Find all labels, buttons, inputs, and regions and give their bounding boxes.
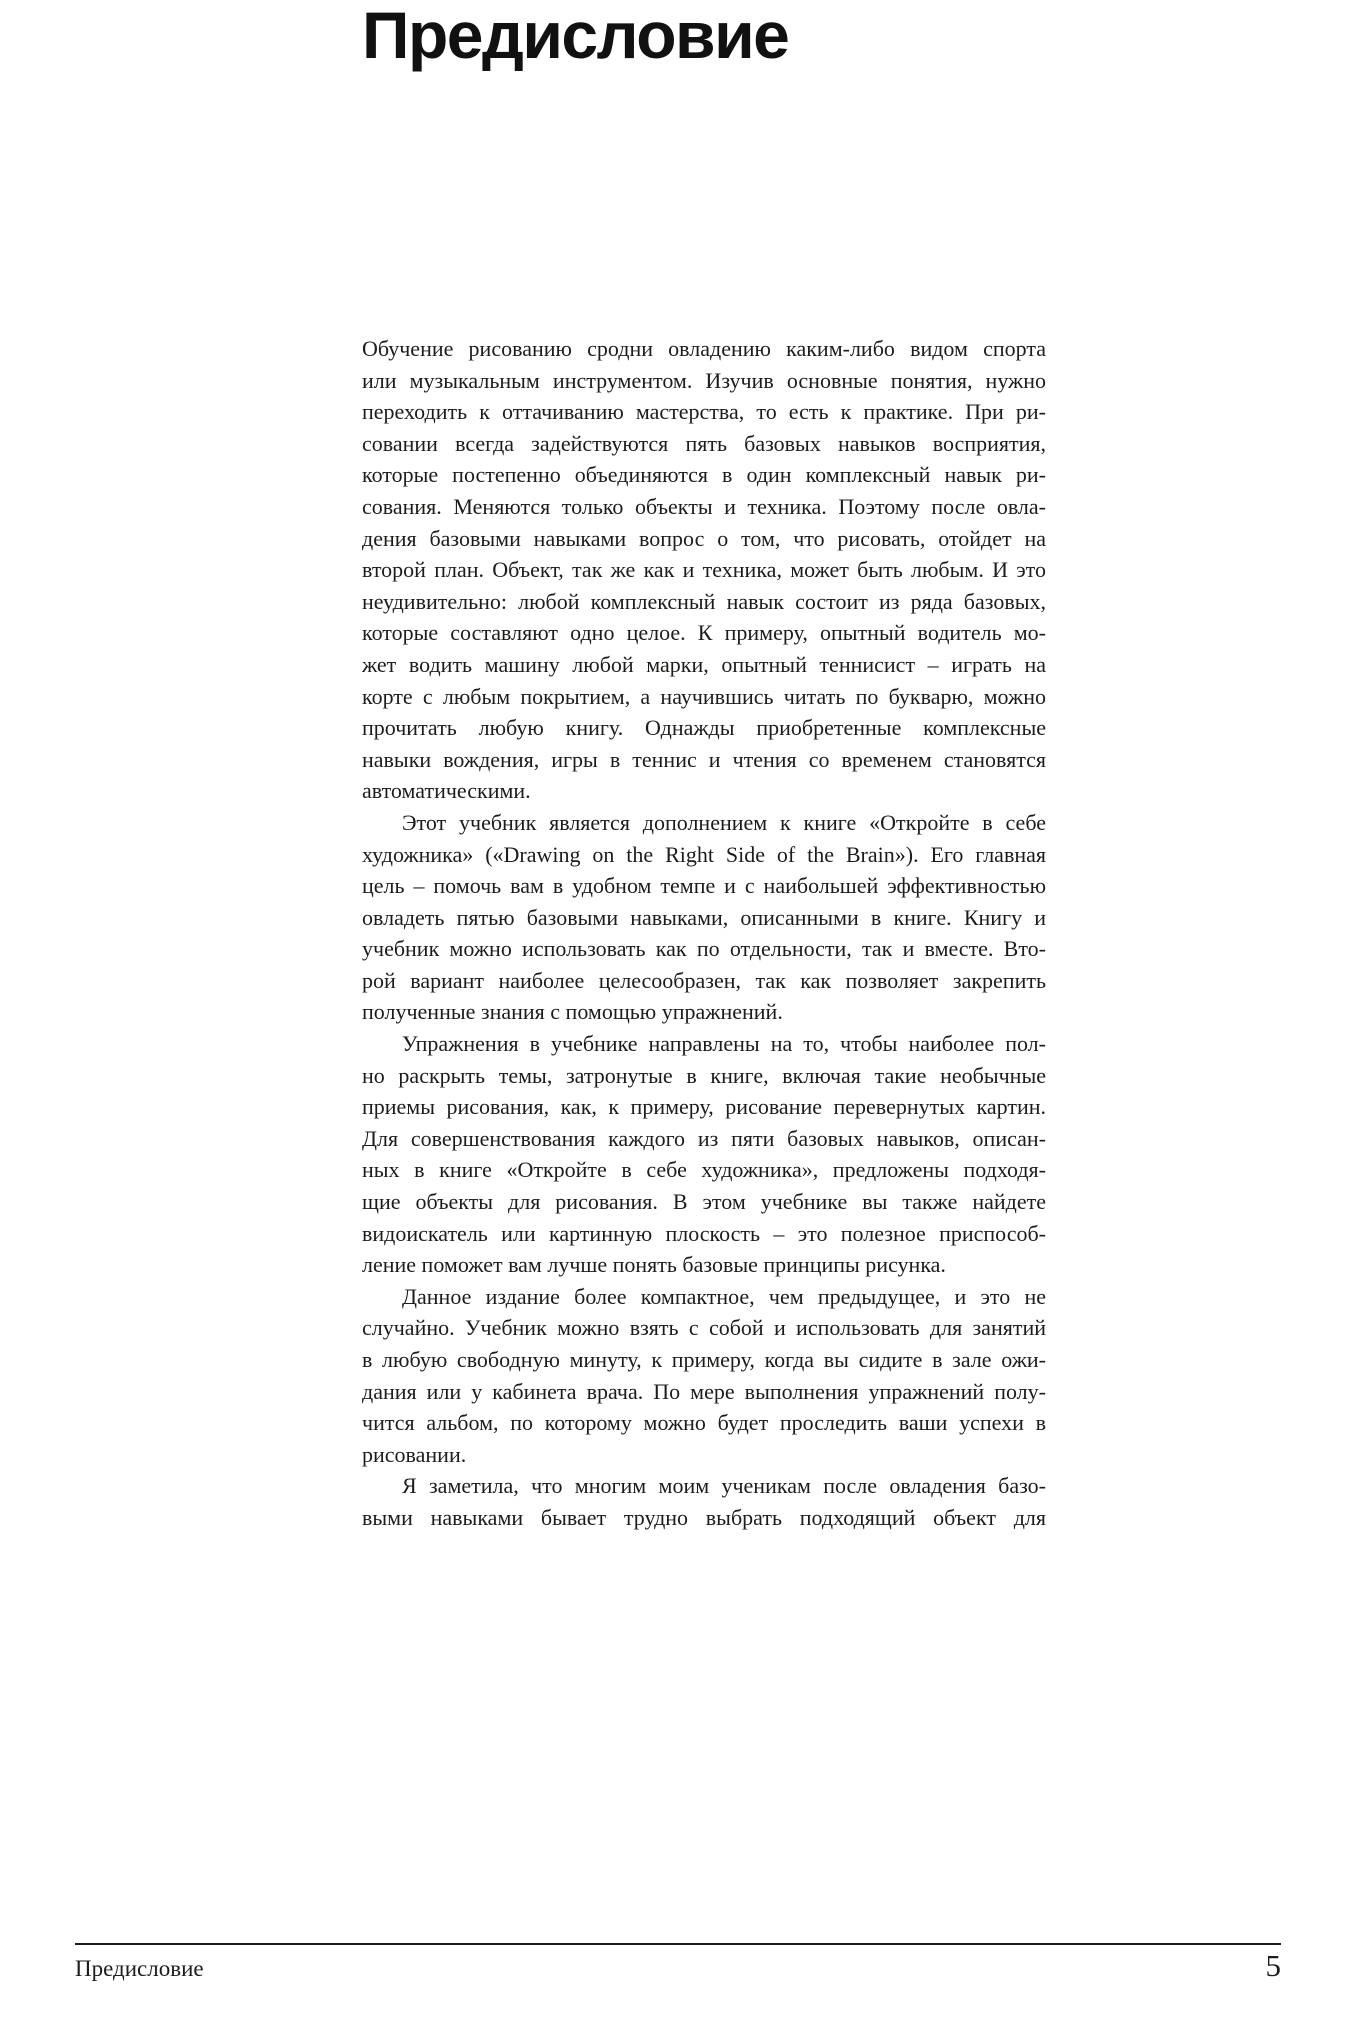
text-line: ление поможет вам лучше понять базовые принципы рисунка.: [362, 1252, 946, 1278]
text-line: случайно. Учебник можно взять с собой и использовать для занятий: [362, 1315, 1046, 1341]
text-line: Данное издание более компактное, чем предыдущее, и это не: [402, 1283, 1046, 1309]
text-line: которые постепенно объединяются в один комплексный навык ри-: [362, 462, 1046, 488]
text-line: видоискатель или картинную плоскость – это полезное приспособ-: [362, 1220, 1046, 1246]
text-line: или музыкальным инструментом. Изучив основные понятия, нужно: [362, 367, 1046, 393]
paragraph: [362, 333, 1046, 807]
text-line: полученные знания с помощью упражнений.: [362, 999, 783, 1025]
text-line: художника» («Drawing on the Right Side of the Brain»). Его главная: [362, 841, 1046, 867]
body-text: [362, 333, 1046, 1534]
text-line: навыки вождения, игры в теннис и чтения со временем становятся: [362, 746, 1046, 772]
text-line: второй план. Объект, так же как и техника, может быть любым. И это: [362, 557, 1046, 583]
text-line: автоматическими.: [362, 778, 531, 804]
paragraph: [362, 1470, 1046, 1533]
paragraph: [362, 1281, 1046, 1471]
text-line: в любую свободную минуту, к примеру, когда вы сидите в зале ожи-: [362, 1347, 1046, 1372]
page-title: Предисловие: [362, 0, 789, 72]
text-line: цель – помочь вам в удобном темпе и с наибольшей эффективностью: [362, 873, 1046, 899]
text-line: Упражнения в учебнике направлены на то, чтобы наиболее пол-: [402, 1031, 1046, 1057]
page-number: 5: [1265, 1948, 1281, 1983]
text-line: совании всегда задействуются пять базовых навыков восприятия,: [362, 430, 1046, 456]
text-line: прочитать любую книгу. Однажды приобретенные комплексные: [362, 715, 1046, 741]
text-line: рисовании.: [362, 1441, 467, 1467]
footer-rule: [75, 1943, 1281, 1945]
text-line: овладеть пятью базовыми навыками, описанными в книге. Книгу и: [362, 904, 1046, 930]
text-line: которые составляют одно целое. К примеру, опытный водитель мо-: [362, 620, 1046, 646]
text-line: но раскрыть темы, затронутые в книге, включая такие необычные: [362, 1062, 1046, 1088]
paragraph: [362, 1028, 1046, 1281]
text-line: жет водить машину любой марки, опытный теннисист – играть на: [362, 651, 1046, 677]
text-line: приемы рисования, как, к примеру, рисование перевернутых картин.: [362, 1094, 1046, 1120]
text-line: корте с любым покрытием, а научившись читать по букварю, можно: [362, 683, 1046, 709]
footer-section-label: Предисловие: [75, 1956, 204, 1981]
text-line: сования. Меняются только объекты и техника. Поэтому после овла-: [362, 493, 1046, 519]
text-line: рой вариант наиболее целесообразен, так как позволяет закрепить: [362, 967, 1046, 993]
text-line: дения базовыми навыками вопрос о том, что рисовать, отойдет на: [362, 525, 1046, 551]
text-line: неудивительно: любой комплексный навык состоит из ряда базовых,: [362, 588, 1046, 614]
text-line: выми навыками бывает трудно выбрать подходящий объект для: [362, 1504, 1046, 1530]
text-line: ных в книге «Откройте в себе художника», предложены подходя-: [362, 1157, 1046, 1183]
text-line: Этот учебник является дополнением к книге «Откройте в себе: [402, 809, 1046, 835]
text-line: щие объекты для рисования. В этом учебнике вы также найдете: [362, 1189, 1046, 1215]
text-line: Я заметила, что многим моим ученикам после овладения базо-: [402, 1473, 1046, 1499]
text-line: чится альбом, по которому можно будет проследить ваши успехи в: [362, 1410, 1046, 1436]
text-line: переходить к оттачиванию мастерства, то есть к практике. При ри-: [362, 399, 1046, 425]
text-line: Для совершенствования каждого из пяти базовых навыков, описан-: [362, 1125, 1046, 1151]
text-line: Обучение рисованию сродни овладению каким-либо видом спорта: [362, 336, 1046, 361]
paragraph: [362, 807, 1046, 1028]
text-line: учебник можно использовать как по отдельности, так и вместе. Вто-: [362, 936, 1046, 962]
text-line: дания или у кабинета врача. По мере выполнения упражнений полу-: [362, 1378, 1046, 1404]
